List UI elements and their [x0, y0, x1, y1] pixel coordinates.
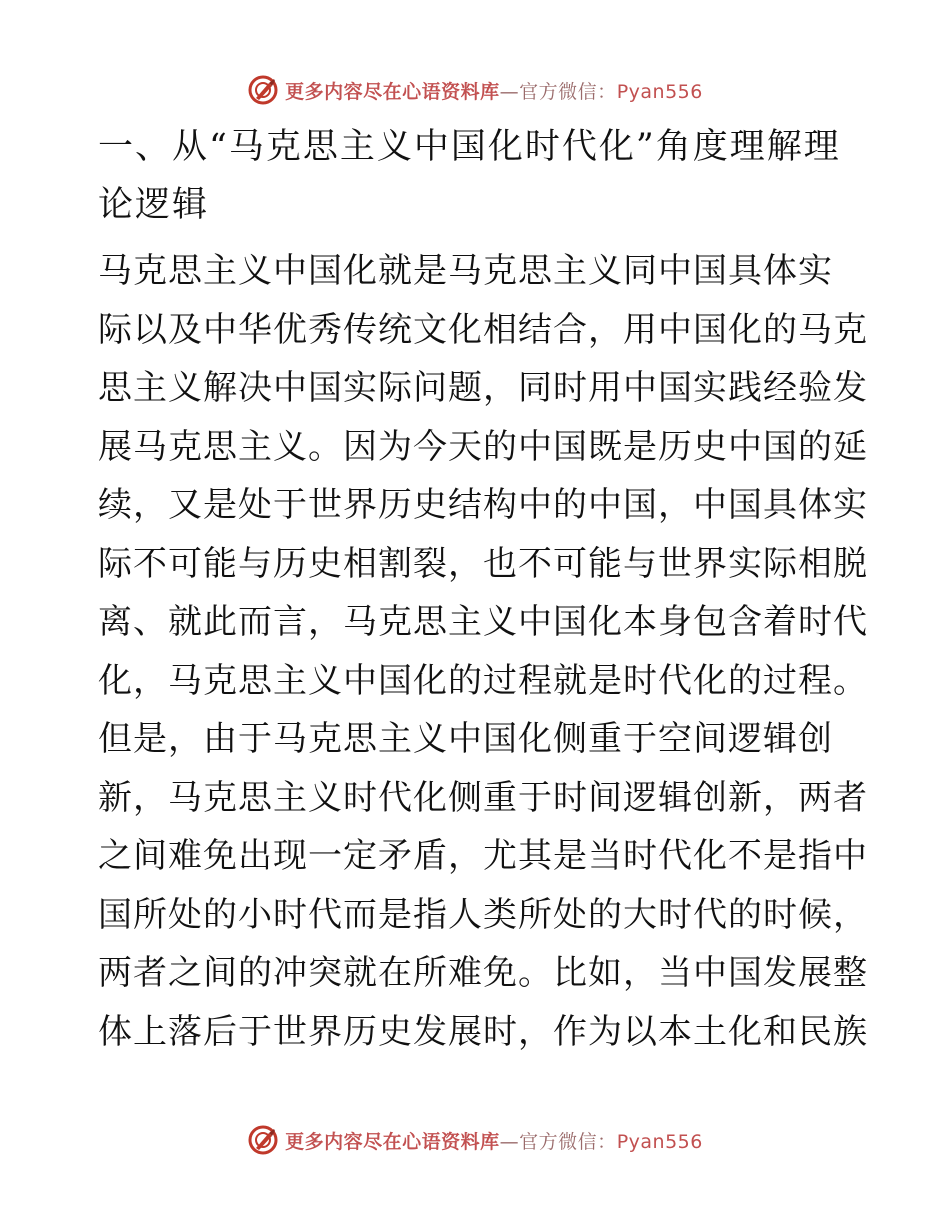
paragraph-line: 思主义解决中国实际问题，同时用中国实践经验发: [98, 368, 868, 408]
paragraph-line: 但是，由于马克思主义中国化侧重于空间逻辑创: [98, 719, 833, 759]
section-heading-line-1: 一、从“马克思主义中国化时代化”角度理解理: [98, 127, 841, 167]
footer-wechat-id: Pyan556: [616, 1130, 703, 1153]
footer-banner: [0, 1120, 950, 1160]
section-heading-line-2: 论逻辑: [98, 185, 210, 225]
header-banner: [0, 70, 950, 110]
paragraph-line: 新，马克思主义时代化侧重于时间逻辑创新，两者: [98, 777, 868, 818]
header-banner-text: [285, 77, 703, 104]
footer-wechat-label: 官方微信：: [519, 1130, 617, 1153]
header-wechat-label: 官方微信：: [519, 80, 617, 103]
paragraph-line: 展马克思主义。因为今天的中国既是历史中国的延: [98, 426, 868, 467]
paragraph-line: 续，又是处于世界历史结构中的中国，中国具体实: [98, 485, 868, 525]
paragraph-line: 两者之间的冲突就在所难免。比如，当中国发展整: [98, 953, 868, 993]
section-heading: [98, 118, 858, 234]
paragraph-line: 马克思主义中国化就是马克思主义同中国具体实: [98, 251, 833, 291]
paragraph-line: 之间难免出现一定矛盾，尤其是当时代化不是指中: [98, 836, 868, 876]
paragraph-line: 际不可能与历史相割裂，也不可能与世界实际相脱: [98, 543, 868, 584]
header-site-text: 更多内容尽在心语资料库: [285, 80, 500, 103]
pen-logo-icon: [247, 1124, 279, 1156]
paragraph-line: 体上落后于世界历史发展时，作为以本土化和民族: [98, 1011, 868, 1052]
paragraph-line: 国所处的小时代而是指人类所处的大时代的时候，: [98, 894, 868, 935]
footer-separator: —: [499, 1130, 520, 1153]
paragraph-line: 际以及中华优秀传统文化相结合，用中国化的马克: [98, 309, 868, 350]
body-paragraph: [98, 242, 868, 1061]
header-separator: —: [499, 80, 520, 103]
pen-logo-icon: [247, 74, 279, 106]
paragraph-line: 离、就此而言，马克思主义中国化本身包含着时代: [98, 602, 868, 642]
paragraph-line: 化，马克思主义中国化的过程就是时代化的过程。: [98, 660, 868, 701]
header-wechat-id: Pyan556: [616, 80, 703, 103]
footer-banner-text: [285, 1127, 703, 1154]
footer-site-text: 更多内容尽在心语资料库: [285, 1130, 500, 1153]
